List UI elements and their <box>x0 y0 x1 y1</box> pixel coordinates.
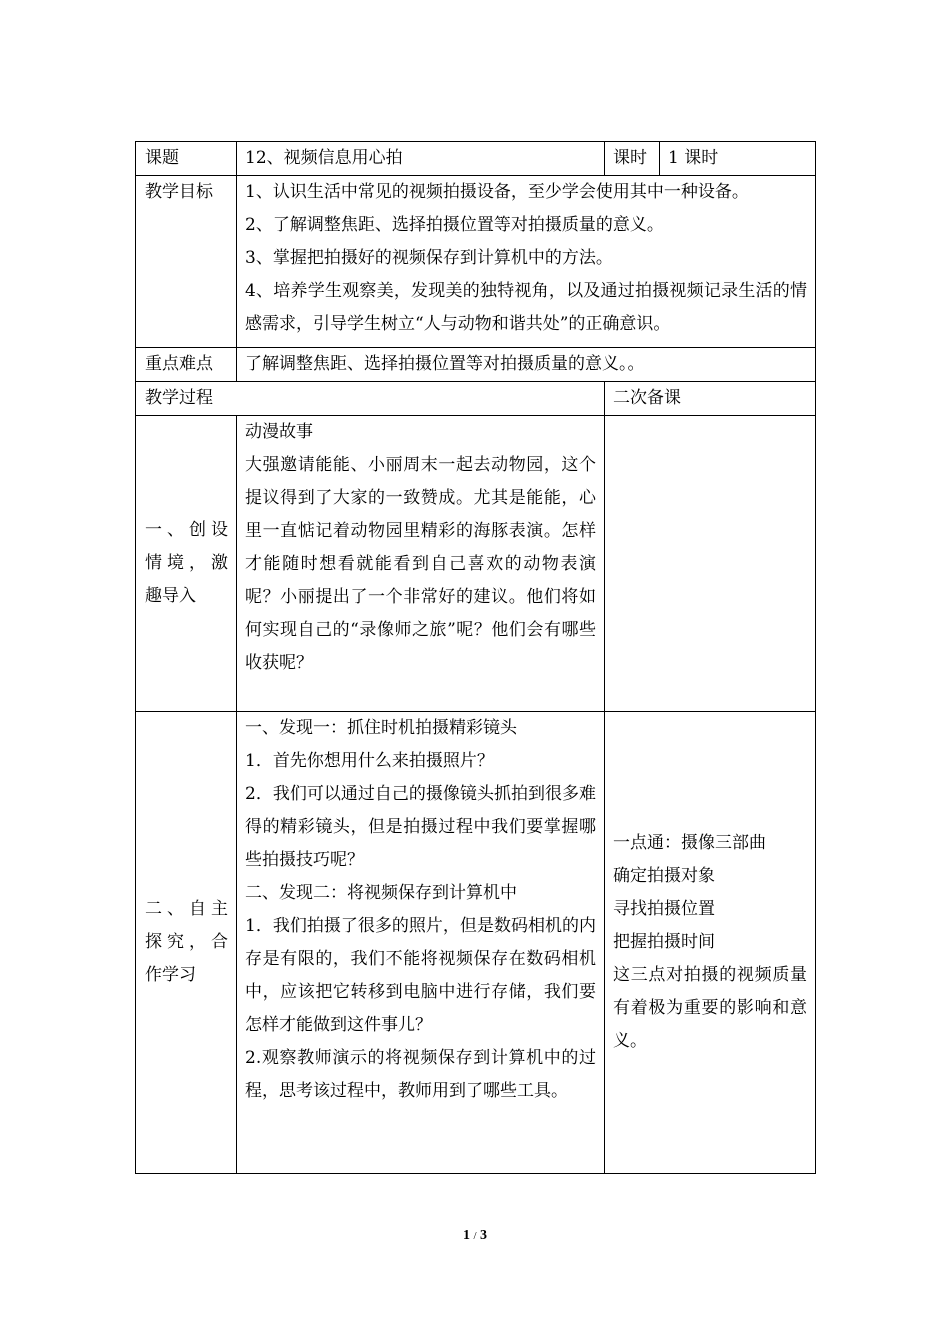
section2-paragraph: 1．首先你想用什么来拍摄照片？ <box>245 751 494 771</box>
section2-note: 寻找拍摄位置 <box>613 899 716 919</box>
page-number <box>0 1228 950 1244</box>
topic-label: 课题 <box>136 142 237 176</box>
section2-paragraph: 2.观察教师演示的将视频保存到计算机中的过程，思考该过程中，教师用到了哪些工具。 <box>245 1048 597 1101</box>
section2-paragraph: 2．我们可以通过自己的摄像镜头抓拍到很多难得的精彩镜头，但是拍摄过程中我们要掌握哪些拍摄技巧呢？ <box>245 784 597 870</box>
section2-row <box>136 712 816 1174</box>
section1-content <box>237 416 605 712</box>
period-label: 课时 <box>605 142 660 176</box>
section2-paragraph: 一、发现一：抓住时机拍摄精彩镜头 <box>245 718 517 738</box>
section2-note: 把握拍摄时间 <box>613 932 716 952</box>
section1-title: 动漫故事 <box>245 422 313 442</box>
objective-item: 3、掌握把拍摄好的视频保存到计算机中的方法。 <box>245 248 613 268</box>
objective-item: 2、了解调整焦距、选择拍摄位置等对拍摄质量的意义。 <box>245 215 664 235</box>
objectives-content <box>237 176 816 348</box>
section1-row <box>136 416 816 712</box>
section2-content <box>237 712 605 1174</box>
page-current: 1 <box>462 1228 470 1243</box>
topic-value: 12、视频信息用心拍 <box>237 142 605 176</box>
section2-note: 确定拍摄对象 <box>613 866 716 886</box>
key-points-row <box>136 348 816 382</box>
section2-paragraph: 二、发现二：将视频保存到计算机中 <box>245 883 517 903</box>
objective-item: 4、培养学生观察美，发现美的独特视角，以及通过拍摄视频记录生活的情感需求，引导学生树立“人与动物和谐共处”的正确意识。 <box>245 281 808 334</box>
objective-item: 1、认识生活中常见的视频拍摄设备，至少学会使用其中一种设备。 <box>245 182 749 202</box>
process-header-row <box>136 382 816 416</box>
objectives-label: 教学目标 <box>136 176 237 348</box>
topic-row <box>136 142 816 176</box>
section1-label: 一、创设情境，激趣导入 <box>136 416 237 712</box>
section2-note: 这三点对拍摄的视频质量有着极为重要的影响和意义。 <box>613 965 808 1051</box>
key-points-value: 了解调整焦距、选择拍摄位置等对拍摄质量的意义。。 <box>237 348 816 382</box>
section2-paragraph: 1．我们拍摄了很多的照片，但是数码相机的内存是有限的，我们不能将视频保存在数码相机中，应该把它转移到电脑中进行存储，我们要怎样才能做到这件事儿？ <box>245 916 597 1035</box>
process-header-right: 二次备课 <box>605 382 816 416</box>
section2-label: 二、自主探究，合作学习 <box>136 712 237 1174</box>
section1-body: 大强邀请能能、小丽周末一起去动物园，这个提议得到了大家的一致赞成。尤其是能能，心里一直惦记着动物园里精彩的海豚表演。怎样才能随时想看就能看到自己喜欢的动物表演呢？小丽提出了一个非常好的建议。他们将如何实现自己的“录像师之旅”呢？他们会有哪些收获呢？ <box>245 455 597 673</box>
period-value: 1 课时 <box>660 142 816 176</box>
lesson-plan-table <box>135 141 816 1174</box>
section2-note: 一点通：摄像三部曲 <box>613 833 767 853</box>
page-separator: / <box>473 1230 477 1242</box>
section1-notes <box>605 416 816 712</box>
key-points-label: 重点难点 <box>136 348 237 382</box>
page-total: 3 <box>480 1228 488 1243</box>
process-header-left: 教学过程 <box>136 382 605 416</box>
section2-notes <box>605 712 816 1174</box>
objectives-row <box>136 176 816 348</box>
